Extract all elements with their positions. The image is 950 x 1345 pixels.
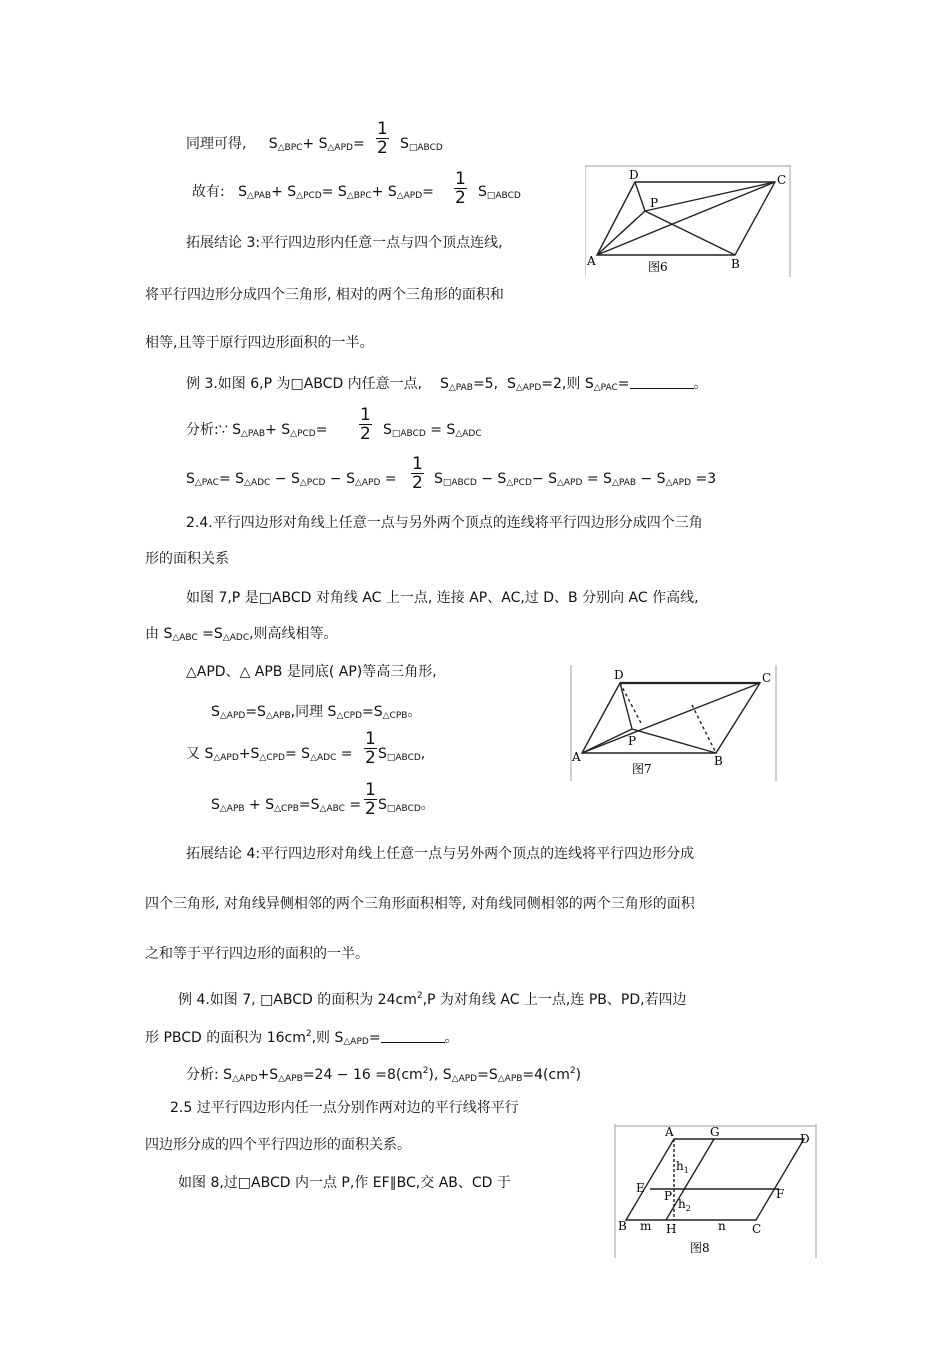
text: + S — [265, 422, 291, 438]
text: S — [211, 704, 220, 720]
fraction-half — [450, 170, 471, 207]
text: − S — [636, 471, 666, 487]
text: − S — [270, 471, 300, 487]
subscript: △APD — [213, 753, 239, 763]
superscript: 2 — [422, 1066, 429, 1076]
text: = — [315, 422, 328, 438]
label-A: A — [587, 254, 596, 268]
text: = — [380, 471, 397, 487]
text: = S — [284, 746, 311, 762]
subscript: △APD — [396, 191, 423, 201]
text: 分析: S — [186, 1067, 233, 1083]
text: = — [344, 797, 362, 813]
text: =S — [298, 797, 320, 813]
subscript: △APD — [327, 143, 353, 153]
subscript: △CPD — [336, 711, 363, 721]
section-2-5-line3: 如图 8,过□ABCD 内一点 P,作 EF∥BC,交 AB、CD 于 — [178, 1175, 511, 1191]
text: =3 — [691, 471, 717, 487]
subscript: △APB — [219, 804, 245, 814]
subscript: △APB — [265, 711, 291, 721]
equation-a — [211, 702, 421, 726]
subscript: □ABCD — [486, 191, 521, 201]
subscript: △CPD — [259, 753, 285, 763]
label-P: P — [664, 1189, 673, 1203]
text: ,则 S — [311, 1030, 344, 1046]
text: + S — [244, 797, 275, 813]
term — [383, 420, 482, 444]
subscript: △APD — [515, 383, 542, 393]
text: 分析:∵ S — [186, 422, 241, 438]
text: = S — [218, 471, 245, 487]
triangle-statement: △APD、△ APB 是同底( AP)等高三角形, — [186, 664, 437, 680]
text: − S — [531, 471, 557, 487]
fraction-half — [355, 406, 376, 443]
text: 同理可得, — [186, 136, 247, 152]
conclusion-3-line1: 拓展结论 3:平行四边形内任意一点与四个顶点连线, — [186, 235, 503, 251]
superscript: 2 — [416, 991, 423, 1001]
text: S — [387, 184, 397, 200]
superscript: 2 — [569, 1066, 576, 1076]
label-E: E — [636, 1181, 645, 1195]
subscript: □ABCD — [386, 753, 421, 763]
section-2-5-line2: 四边形分成的四个平行四边形的面积关系。 — [145, 1137, 411, 1153]
term — [378, 744, 425, 768]
label-h2 — [678, 1197, 691, 1213]
text: = — [422, 184, 434, 200]
text: =S — [362, 704, 383, 720]
numerator: 1 — [360, 405, 371, 425]
figure-8 — [614, 1124, 818, 1258]
text: = — [352, 136, 365, 152]
subscript: △APB — [497, 1074, 523, 1084]
text: S — [478, 184, 487, 200]
denominator: 2 — [365, 799, 376, 819]
subscript: △ADC — [455, 429, 482, 439]
text: 又 S — [186, 746, 214, 762]
subscript: △CPB — [382, 711, 408, 721]
label-F: F — [776, 1187, 785, 1201]
text: ) — [575, 1067, 582, 1083]
numerator: 1 — [365, 780, 376, 800]
text: 由 S — [145, 626, 173, 642]
figure-6 — [585, 165, 791, 277]
text: =S — [245, 704, 266, 720]
subscript: △APD — [232, 1074, 258, 1084]
text: = — [617, 376, 630, 392]
numerator: 1 — [365, 729, 376, 749]
equation-c — [211, 795, 361, 819]
term — [478, 182, 521, 206]
subscript: □ABCD — [408, 143, 443, 153]
text: + — [371, 184, 384, 200]
subscript: △ADC — [222, 633, 250, 643]
subscript: □ABCD — [442, 478, 477, 488]
subscript: △PCD — [506, 478, 532, 488]
answer-blank — [630, 375, 694, 389]
analysis-3 — [186, 420, 327, 444]
subscript: □ABCD — [391, 429, 426, 439]
text: S — [434, 471, 443, 487]
subscript: △PCD — [290, 429, 316, 439]
text: =4(cm — [522, 1067, 570, 1083]
text: ), S — [428, 1067, 452, 1083]
subscript: △PAB — [246, 191, 272, 201]
text: + — [302, 136, 315, 152]
text: =24 − 16 =8(cm — [302, 1067, 423, 1083]
text: S — [186, 471, 195, 487]
text: = S — [582, 471, 612, 487]
text: 。 — [444, 1030, 459, 1046]
text: =5, — [472, 376, 499, 392]
subscript: □ABCD — [386, 804, 421, 814]
label-C: C — [777, 173, 787, 187]
subscript: △ADC — [244, 478, 271, 488]
text: +S — [238, 746, 260, 762]
text: S — [506, 376, 516, 392]
text: 形 PBCD 的面积为 16cm — [145, 1030, 306, 1046]
denominator: 2 — [360, 424, 371, 444]
conclusion-4-line3: 之和等于平行四边形的面积的一半。 — [145, 946, 369, 962]
figure-7-text-2 — [145, 624, 338, 648]
text: S — [287, 184, 297, 200]
subscript: △PAB — [240, 429, 266, 439]
text: ,同理 S — [290, 704, 337, 720]
subscript: △ADC — [310, 753, 337, 763]
label-D: D — [800, 1132, 810, 1146]
figure-caption: 图8 — [690, 1241, 710, 1255]
subscript: △BPC — [346, 191, 372, 201]
text: = — [321, 184, 334, 200]
text: S — [584, 376, 594, 392]
text: ,则高线相等。 — [249, 626, 338, 642]
label-A: A — [665, 1125, 674, 1139]
analysis-3-line2 — [186, 469, 397, 493]
subscript: △BPC — [277, 143, 303, 153]
label-D: D — [629, 168, 639, 182]
label-n: n — [718, 1219, 726, 1233]
subscript: △PCD — [299, 478, 326, 488]
label-C: C — [752, 1222, 762, 1236]
equation-b — [186, 744, 353, 768]
fraction-half — [407, 455, 428, 492]
subscript: △APB — [278, 1074, 303, 1084]
denominator: 2 — [412, 473, 423, 493]
label-D: D — [614, 668, 624, 682]
line-therefore — [192, 182, 434, 206]
label-B: B — [714, 754, 723, 768]
text: 例 4.如图 7, □ABCD 的面积为 24cm — [178, 992, 417, 1008]
label-h: h — [676, 1159, 684, 1173]
text: + — [271, 184, 283, 200]
label-P: P — [628, 734, 637, 748]
text: S — [268, 136, 278, 152]
text: S — [337, 184, 347, 200]
section-2-4-line2: 形的面积关系 — [145, 551, 229, 567]
figure-caption: 图6 — [648, 260, 668, 274]
numerator: 1 — [412, 454, 423, 474]
example-4-line2 — [145, 1024, 459, 1052]
label-m: m — [640, 1219, 652, 1233]
subscript: △PAC — [194, 478, 219, 488]
denominator: 2 — [377, 138, 388, 158]
figure-caption: 图7 — [632, 762, 652, 776]
subscript: △PAC — [593, 383, 618, 393]
label-h-subscript: 2 — [685, 1204, 691, 1213]
text: 。 — [407, 704, 422, 720]
text: S — [318, 136, 328, 152]
subscript: △APD — [219, 711, 246, 721]
conclusion-3-line3: 相等,且等于原行四边形面积的一半。 — [145, 335, 374, 351]
denominator: 2 — [365, 748, 376, 768]
subscript: △PAB — [448, 383, 473, 393]
label-h: h — [678, 1197, 686, 1211]
answer-blank — [381, 1029, 445, 1043]
text: =2,则 — [541, 376, 585, 392]
superscript: 2 — [305, 1029, 312, 1039]
label-H: H — [666, 1222, 677, 1236]
line-same-reason — [186, 134, 365, 158]
example-3 — [186, 374, 708, 398]
text: S — [238, 184, 247, 200]
text: S — [378, 797, 387, 813]
conclusion-3-line2: 将平行四边形分成四个三角形, 相对的两个三角形的面积和 — [145, 287, 504, 303]
conclusion-4-line2: 四个三角形, 对角线异侧相邻的两个三角形面积相等, 对角线同侧相邻的两个三角形的面积 — [145, 896, 695, 912]
text: +S — [257, 1067, 279, 1083]
example-4-line1 — [178, 986, 687, 1010]
label-B: B — [618, 1219, 627, 1233]
figure-7-text: 如图 7,P 是□ABCD 对角线 AC 上一点, 连接 AP、AC,过 D、B 分别向 AC 作高线, — [186, 590, 699, 606]
label-G: G — [710, 1125, 720, 1139]
label-h-subscript: 1 — [683, 1166, 689, 1175]
subscript: △APD — [451, 1074, 478, 1084]
section-2-5-line1: 2.5 过平行四边形内任一点分别作两对边的平行线将平行 — [170, 1100, 519, 1116]
text: − S — [325, 471, 355, 487]
figure-7 — [570, 665, 778, 781]
label-C: C — [762, 671, 772, 685]
text: 。 — [420, 797, 435, 813]
text: S — [439, 376, 449, 392]
subscript: △APD — [556, 478, 583, 488]
subscript: △CPB — [274, 804, 299, 814]
analysis-4 — [186, 1061, 581, 1089]
subscript: △ABC — [319, 804, 345, 814]
label-B: B — [731, 257, 740, 271]
subscript: △ABC — [172, 633, 198, 643]
text: , — [420, 746, 426, 762]
text: = — [336, 746, 353, 762]
text: 。 — [693, 376, 708, 392]
text: S — [400, 136, 409, 152]
label-h1 — [676, 1159, 689, 1175]
fraction-half — [372, 120, 393, 157]
text: =S — [477, 1067, 498, 1083]
text: = — [368, 1030, 381, 1046]
subscript: △PCD — [296, 191, 322, 201]
text: 故有: — [192, 184, 225, 200]
text: = S — [425, 422, 456, 438]
text: S — [211, 797, 220, 813]
subscript: △APD — [665, 478, 692, 488]
subscript: △APD — [354, 478, 381, 488]
numerator: 1 — [377, 119, 388, 139]
label-A: A — [572, 750, 581, 764]
denominator: 2 — [455, 188, 466, 208]
conclusion-4-line1: 拓展结论 4:平行四边形对角线上任意一点与另外两个顶点的连线将平行四边形分成 — [186, 846, 695, 862]
numerator: 1 — [455, 169, 466, 189]
label-P: P — [650, 196, 659, 210]
term — [378, 795, 435, 819]
text: S — [383, 422, 392, 438]
term — [400, 134, 443, 158]
section-2-4-line1: 2.4.平行四边形对角线上任意一点与另外两个顶点的连线将平行四边形分成四个三角 — [186, 515, 703, 531]
text: − S — [476, 471, 507, 487]
term — [434, 469, 716, 493]
subscript: △APD — [343, 1037, 369, 1047]
text: =S — [197, 626, 223, 642]
text: ,P 为对角线 AC 上一点,连 PB、PD,若四边 — [422, 992, 687, 1008]
text: 例 3.如图 6,P 为□ABCD 内任意一点, — [186, 376, 423, 392]
subscript: △PAB — [611, 478, 637, 488]
text: S — [378, 746, 387, 762]
